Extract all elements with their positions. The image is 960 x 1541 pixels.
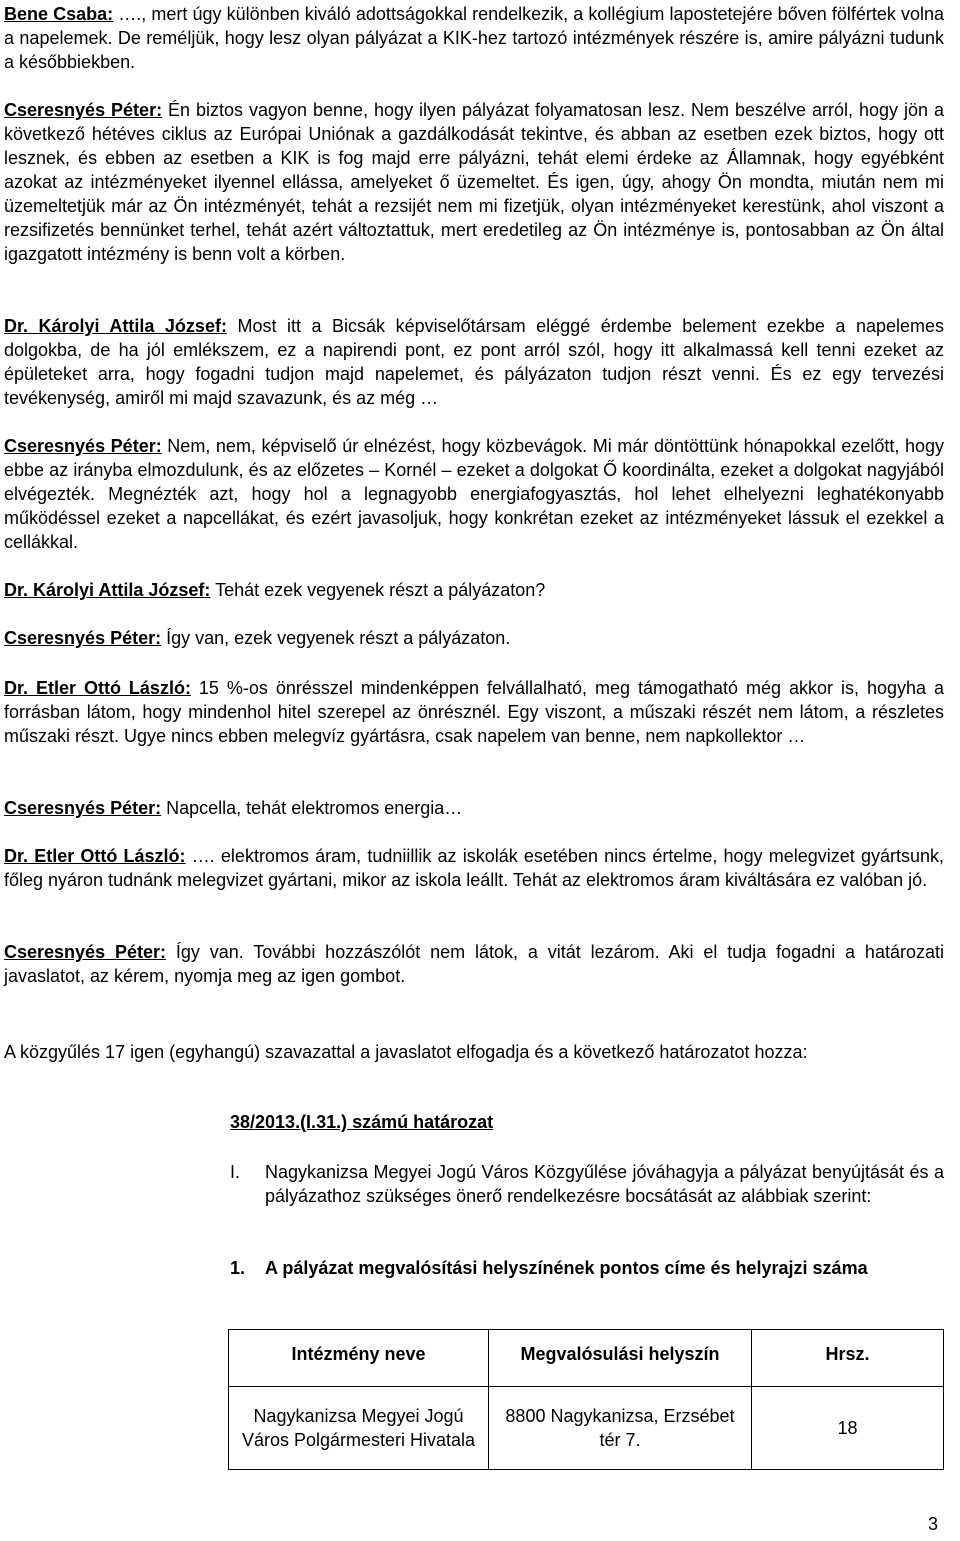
table-row xyxy=(229,1387,944,1470)
speaker-name: Cseresnyés Péter: xyxy=(4,628,162,648)
speaker-name: Dr. Károlyi Attila József: xyxy=(4,580,211,600)
paragraph-text: Nem, nem, képviselő úr elnézést, hogy közbevágok. Mi már döntöttünk hónapokkal ezelőtt, hogy ebbe az irányba elmozdulunk, és az előzetes – Kornél – ezeket a dolgokat Ő koordinálta, ezeket a dolgokat nagyjából elvégezték. Megnézték azt, hogy hol a legnagyobb energiafogyasztás, hol lehet elhelyezni leghatékonyabb működéssel ezeket a napcellákat, és ezért javasoljuk, hogy konkrétan ezeket az intézményeket lássuk el ezekkel a cellákkal. xyxy=(4,436,944,552)
paragraph-text: Napcella, tehát elektromos energia… xyxy=(161,798,463,818)
paragraph-bene-csaba xyxy=(4,2,944,74)
page-number: 3 xyxy=(928,1514,939,1534)
table-header-row xyxy=(229,1330,944,1387)
vote-result-text: A közgyűlés 17 igen (egyhangú) szavazattal a javaslatot elfogadja és a következő határozatot hozza: xyxy=(4,1042,808,1062)
paragraph-etler-1 xyxy=(4,676,944,748)
paragraph-text: …., mert úgy különben kiváló adottságokkal rendelkezik, a kollégium lapostetejére bőven fölfértek volna a napelemek. De reméljük, hogy lesz olyan pályázat a KIK-hez tartozó intézmények részére is, amire pályázni tudunk a későbbiekben. xyxy=(4,4,944,72)
location-table xyxy=(228,1329,944,1470)
paragraph-text: Tehát ezek vegyenek részt a pályázaton? xyxy=(210,580,546,600)
paragraph-text: Így van. További hozzászólót nem látok, a vitát lezárom. Aki el tudja fogadni a határozati javaslatot, az kérem, nyomja meg az igen gombot. xyxy=(4,942,944,986)
paragraph-text: Így van, ezek vegyenek részt a pályázaton. xyxy=(161,628,511,648)
cell-institution: Nagykanizsa Megyei Jogú Város Polgármesteri Hivatala xyxy=(229,1387,489,1470)
speaker-name: Cseresnyés Péter: xyxy=(4,942,166,962)
resolution-item-number: I. xyxy=(230,1162,241,1182)
paragraph-karolyi-2 xyxy=(4,578,944,602)
paragraph-cseresnyes-2 xyxy=(4,434,944,554)
paragraph-cseresnyes-3 xyxy=(4,626,944,650)
resolution-item-text: Nagykanizsa Megyei Jogú Város Közgyűlése jóváhagyja a pályázat benyújtását és a pályázathoz szükséges önerő rendelkezésre bocsátását az alábbiak szerint: xyxy=(265,1162,944,1206)
speaker-name: Cseresnyés Péter: xyxy=(4,436,162,456)
paragraph-cseresnyes-4 xyxy=(4,796,944,820)
speaker-name: Cseresnyés Péter: xyxy=(4,798,162,818)
column-header-institution: Intézmény neve xyxy=(229,1330,489,1387)
cell-hrsz: 18 xyxy=(752,1387,944,1470)
paragraph-text: …. elektromos áram, tudniillik az iskolák esetében nincs értelme, hogy melegvizet gyártsunk, főleg nyáron tudnánk melegvizet gyártani, mikor az iskola leállt. Tehát az elektromos áram kiváltására ez valóban jó. xyxy=(4,846,945,890)
speaker-name: Dr. Károlyi Attila József: xyxy=(4,316,227,336)
cell-location: 8800 Nagykanizsa, Erzsébet tér 7. xyxy=(489,1387,752,1470)
column-header-location: Megvalósulási helyszín xyxy=(489,1330,752,1387)
paragraph-karolyi-1 xyxy=(4,314,944,410)
resolution-subitem-number: 1. xyxy=(230,1258,246,1278)
speaker-name: Cseresnyés Péter: xyxy=(4,100,163,120)
paragraph-cseresnyes-5 xyxy=(4,940,944,988)
paragraph-etler-2 xyxy=(4,844,944,892)
speaker-name: Dr. Etler Ottó László: xyxy=(4,846,186,866)
speaker-name: Bene Csaba: xyxy=(4,4,114,24)
resolution-title: 38/2013.(I.31.) számú határozat xyxy=(230,1112,494,1132)
paragraph-cseresnyes-1 xyxy=(4,98,944,266)
paragraph-text: Most itt a Bicsák képviselőtársam eléggé érdembe belement ezekbe a napelemes dolgokba, de ha jól emlékszem, ez a napirendi pont, ez pont arról szól, hogy itt alkalmassá kell tenni ezeket az épületeket arra, hogy fogadni tudjon majd napelemet, és pályázaton tudjon részt venni. És ez egy tervezési tevékenység, amiről mi majd szavazunk, és az még … xyxy=(4,316,944,408)
column-header-hrsz: Hrsz. xyxy=(752,1330,944,1387)
paragraph-text: 15 %-os önrésszel mindenképpen felvállalható, meg támogatható még akkor is, hogyha a forrásban látom, hogy mindenhol hitel szerepel az önrésznél. Egy viszont, a műszaki részét nem látom, a részletes műszaki részt. Ugye nincs ebben melegvíz gyártásra, csak napelem van benne, nem napkollektor … xyxy=(4,678,944,746)
resolution-subitem-text: A pályázat megvalósítási helyszínének pontos címe és helyrajzi száma xyxy=(265,1258,868,1278)
paragraph-text: Én biztos vagyon benne, hogy ilyen pályázat folyamatosan lesz. Nem beszélve arról, hogy jön a következő hétéves ciklus az Európai Uniónak a gazdálkodását tekintve, és abban az esetben ezek biztos, hogy ott lesznek, és ebben az esetben a KIK is fog majd erre pályázni, tehát elemi érdeke az Államnak, hogy egyébként azokat az intézményeket ilyennel ellássa, amelyeket ő üzemeltet. És igen, úgy, ahogy Ön mondta, miután nem mi üzemeltetjük már az Ön intézményét, tehát a rezsijét nem mi fizetjük, olyan intézményeket kerestünk, ahol viszont a rezsifizetés bennünket terhel, tehát azért változtattuk, mert eredetileg az Ön intézménye is, pontosabban az Ön által igazgatott intézmény is benn volt a körben. xyxy=(4,100,944,264)
speaker-name: Dr. Etler Ottó László: xyxy=(4,678,191,698)
